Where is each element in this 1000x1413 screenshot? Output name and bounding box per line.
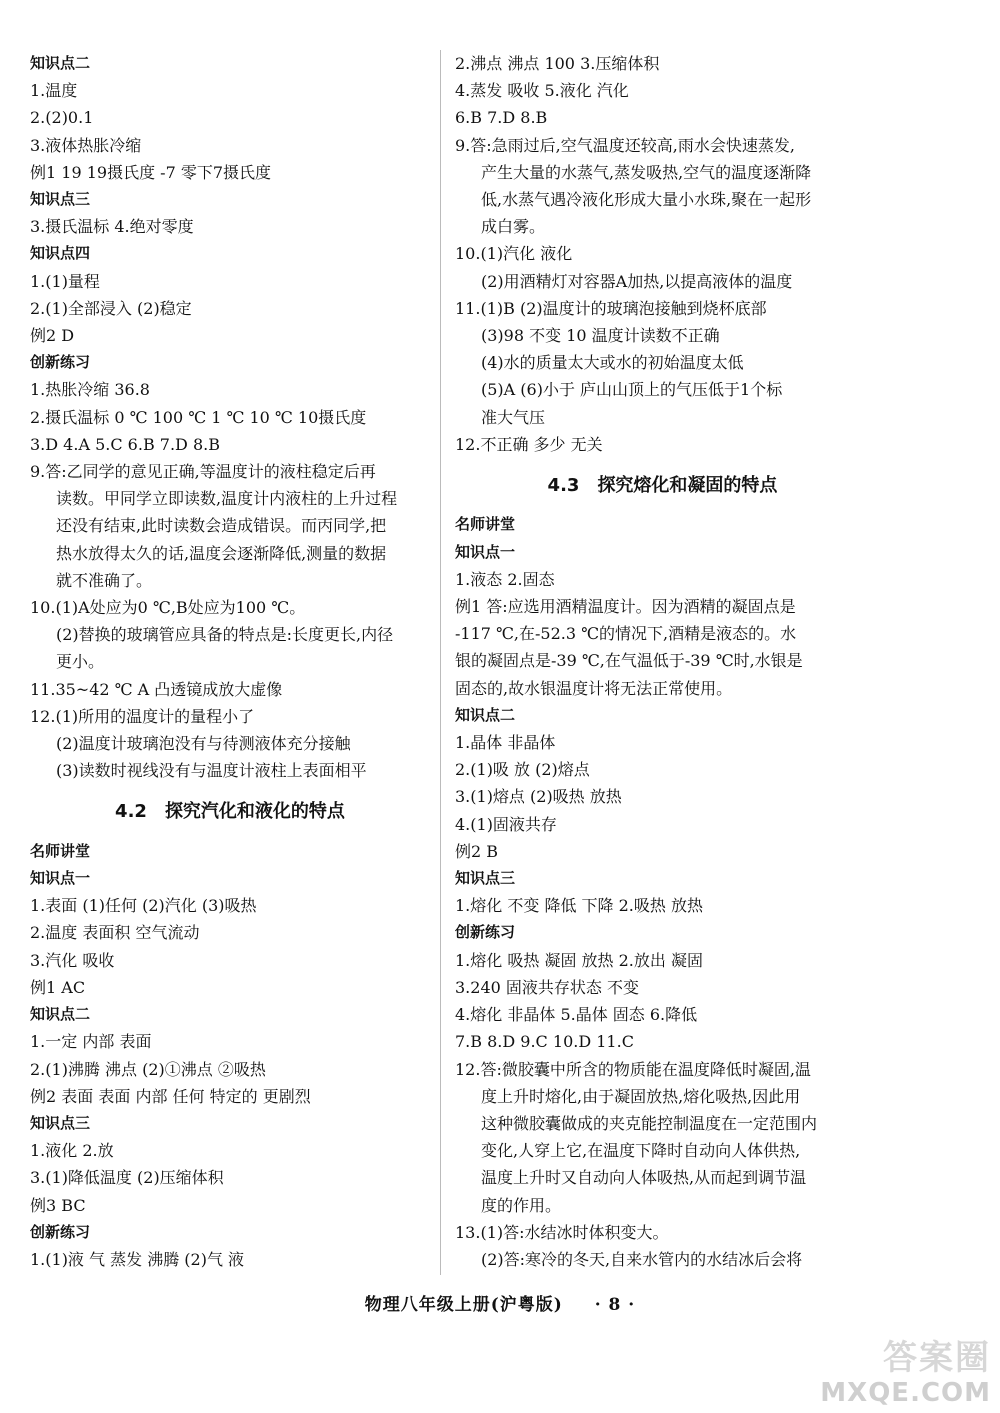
subsection-label: 创新练习	[455, 923, 516, 942]
subsection-label: 知识点一	[30, 869, 91, 888]
answer-line: 11.(1)B (2)温度计的玻璃泡接触到烧杯底部	[455, 298, 767, 318]
section-heading	[455, 458, 870, 511]
subsection-label: 名师讲堂	[30, 841, 91, 860]
answer-line: 就不准确了。	[56, 570, 153, 590]
answer-line: 3.(1)降低温度 (2)压缩体积	[30, 1168, 224, 1188]
answer-line: 11.35~42 ℃ A 凸透镜成放大虚像	[30, 679, 283, 699]
answer-line: 1.液化 2.放	[30, 1141, 114, 1161]
subsection-label: 知识点三	[30, 190, 91, 209]
answer-line: 3.汽化 吸收	[30, 950, 115, 970]
answer-line: 2.沸点 沸点 100 3.压缩体积	[455, 54, 660, 73]
answer-line: 9.答:乙同学的意见正确,等温度计的液柱稳定后再	[30, 462, 376, 482]
answer-line: 10.(1)汽化 液化	[455, 244, 573, 264]
answer-line: -117 ℃,在-52.3 ℃的情况下,酒精是液态的。水	[455, 624, 797, 644]
answer-line: 1.熔化 不变 降低 下降 2.吸热 放热	[455, 896, 703, 916]
answer-line: 例1 答:应选用酒精温度计。因为酒精的凝固点是	[455, 597, 796, 617]
answer-line: 例2 D	[30, 326, 75, 346]
answer-line: 3.240 固液共存状态 不变	[455, 977, 639, 997]
answer-line: 准大气压	[481, 407, 546, 427]
section-number: 4.2	[115, 801, 147, 823]
answer-line: 2.(2)0.1	[30, 108, 94, 128]
subsection-label: 知识点二	[455, 705, 516, 724]
answer-line: 12.(1)所用的温度计的量程小了	[30, 706, 255, 726]
answer-line: 例1 19 19摄氏度 -7 零下7摄氏度	[30, 162, 272, 182]
answer-line: 4.蒸发 吸收 5.液化 汽化	[455, 81, 629, 101]
answer-line: (2)替换的玻璃管应具备的特点是:长度更长,内径	[56, 625, 394, 645]
answer-line: (4)水的质量太大或水的初始温度太低	[481, 353, 744, 373]
answer-line: 1.(1)量程	[30, 271, 100, 291]
answer-line: (3)98 不变 10 温度计读数不正确	[481, 326, 720, 346]
subsection-label: 知识点三	[455, 869, 516, 888]
answer-line: 低,水蒸气遇冷液化形成大量小水珠,聚在一起形	[481, 190, 812, 210]
answer-line: 成白雾。	[481, 217, 546, 237]
answer-line: 3.D 4.A 5.C 6.B 7.D 8.B	[30, 434, 220, 454]
answer-line: 产生大量的水蒸气,蒸发吸热,空气的温度逐渐降	[481, 162, 812, 182]
page-number: · 8 ·	[594, 1295, 636, 1315]
answer-line: 1.表面 (1)任何 (2)汽化 (3)吸热	[30, 896, 257, 916]
answer-line: 2.(1)沸腾 沸点 (2)①沸点 ②吸热	[30, 1059, 266, 1079]
answer-line: 6.B 7.D 8.B	[455, 108, 548, 128]
answer-line: 更小。	[56, 652, 105, 672]
answer-line: 固态的,故水银温度计将无法正常使用。	[455, 678, 733, 698]
subsection-label: 知识点二	[30, 1005, 91, 1024]
section-title: 探究熔化和凝固的特点	[597, 474, 778, 496]
subsection-label: 创新练习	[30, 353, 91, 372]
answer-line: 2.温度 表面积 空气流动	[30, 923, 200, 943]
answer-line: 温度上升时又自动向人体吸热,从而起到调节温	[481, 1168, 807, 1188]
answer-line: 读数。甲同学立即读数,温度计内液柱的上升过程	[56, 489, 398, 509]
answer-line: 3.(1)熔点 (2)吸热 放热	[455, 787, 622, 807]
left-column	[30, 50, 430, 1273]
answer-line: 例1 AC	[30, 977, 86, 997]
answer-line: 2.(1)吸 放 (2)熔点	[455, 760, 590, 780]
answer-line: 10.(1)A处应为0 ℃,B处应为100 ℃。	[30, 598, 306, 618]
section-heading	[30, 784, 430, 837]
answer-line: 度的作用。	[481, 1195, 562, 1215]
answer-line: 1.晶体 非晶体	[455, 733, 556, 753]
answer-line: (3)读数时视线没有与温度计液柱上表面相平	[56, 761, 367, 781]
answer-line: 12.答:微胶囊中所含的物质能在温度降低时凝固,温	[455, 1059, 811, 1079]
answer-line: 热水放得太久的话,温度会逐渐降低,测量的数据	[56, 543, 387, 563]
answer-line: (2)答:寒冷的冬天,自来水管内的水结冰后会将	[481, 1249, 803, 1269]
subsection-label: 知识点三	[30, 1113, 91, 1132]
answer-line: 银的凝固点是-39 ℃,在气温低于-39 ℃时,水银是	[455, 651, 803, 671]
answer-line: 1.温度	[30, 81, 78, 101]
answer-line: 还没有结束,此时读数会造成错误。而丙同学,把	[56, 516, 387, 536]
answer-line: 1.热胀冷缩 36.8	[30, 380, 150, 400]
answer-line: 12.不正确 多少 无关	[455, 434, 603, 454]
answer-line: 1.一定 内部 表面	[30, 1032, 152, 1052]
watermark-text: 答案圈	[883, 1338, 991, 1378]
subsection-label: 创新练习	[30, 1222, 91, 1241]
subsection-label: 名师讲堂	[455, 515, 516, 534]
answer-line: 2.摄氏温标 0 ℃ 100 ℃ 1 ℃ 10 ℃ 10摄氏度	[30, 407, 367, 427]
subsection-label: 知识点二	[30, 54, 91, 72]
answer-line: 7.B 8.D 9.C 10.D 11.C	[455, 1032, 634, 1052]
answer-line: 4.熔化 非晶体 5.晶体 固态 6.降低	[455, 1005, 698, 1025]
answer-line: 变化,人穿上它,在温度下降时自动向人体供热,	[481, 1141, 801, 1161]
answer-line: (2)用酒精灯对容器A加热,以提高液体的温度	[481, 271, 793, 291]
answer-line: 这种微胶囊做成的夹克能控制温度在一定范围内	[481, 1113, 818, 1133]
answer-line: 2.(1)全部浸入 (2)稳定	[30, 298, 192, 318]
watermark-url: MXQE.COM	[820, 1378, 991, 1408]
watermark-logo	[800, 1330, 995, 1408]
answer-line: 度上升时熔化,由于凝固放热,熔化吸热,因此用	[481, 1086, 801, 1106]
answer-line: (5)A (6)小于 庐山山顶上的气压低于1个标	[481, 380, 783, 400]
column-divider	[440, 50, 441, 1275]
answer-line: 例2 B	[455, 841, 499, 861]
answer-line: 1.熔化 吸热 凝固 放热 2.放出 凝固	[455, 950, 703, 970]
subsection-label: 知识点四	[30, 244, 91, 263]
answer-line: 4.(1)固液共存	[455, 814, 557, 834]
answer-line: 3.液体热胀冷缩	[30, 135, 142, 155]
answer-line: 9.答:急雨过后,空气温度还较高,雨水会快速蒸发,	[455, 135, 795, 155]
right-column	[455, 50, 870, 1273]
answer-line: 3.摄氏温标 4.绝对零度	[30, 217, 194, 237]
answer-line: 例2 表面 表面 内部 任何 特定的 更剧烈	[30, 1086, 311, 1106]
answer-line: 1.(1)液 气 蒸发 沸腾 (2)气 液	[30, 1249, 245, 1269]
answer-line: (2)温度计玻璃泡没有与待测液体充分接触	[56, 734, 351, 754]
footer-book-title: 物理八年级上册(沪粤版)	[364, 1295, 563, 1315]
answer-line: 13.(1)答:水结冰时体积变大。	[455, 1222, 669, 1242]
subsection-label: 知识点一	[455, 542, 516, 561]
answer-line: 例3 BC	[30, 1195, 86, 1215]
section-number: 4.3	[547, 474, 580, 496]
answer-line: 1.液态 2.固态	[455, 569, 555, 589]
page-footer	[0, 1290, 1000, 1315]
section-title: 探究汽化和液化的特点	[164, 801, 345, 823]
